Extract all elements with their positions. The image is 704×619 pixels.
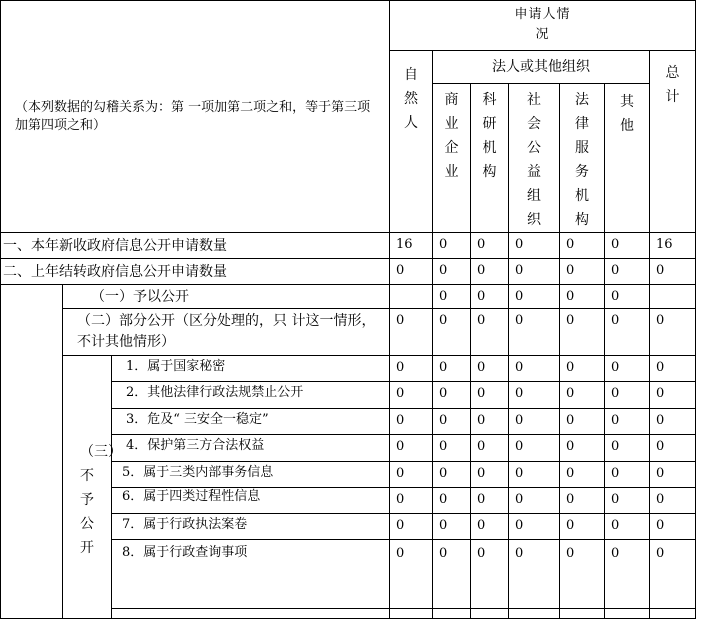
row-label	[63, 285, 390, 309]
value-cell: 0	[509, 462, 560, 488]
value-cell: 0	[560, 514, 605, 540]
value-cell: 0	[605, 356, 650, 382]
value-cell: 0	[560, 488, 605, 514]
value-cell: 0	[650, 356, 696, 382]
value-cell: 0	[605, 233, 650, 259]
value-cell: 0	[509, 382, 560, 409]
value-cell: 0	[433, 356, 471, 382]
value-cell: 0	[433, 435, 471, 462]
empty-cell	[390, 609, 433, 619]
sub-row-label: 2．其他法律行政法规禁止公开	[112, 382, 390, 409]
value-cell: 0	[471, 356, 509, 382]
value-cell: 0	[605, 382, 650, 409]
value-cell: 0	[560, 309, 605, 356]
value-cell: 0	[390, 435, 433, 462]
value-cell: 0	[560, 409, 605, 435]
value-cell: 0	[509, 540, 560, 609]
header-note-cell	[1, 1, 390, 233]
value-cell: 0	[471, 233, 509, 259]
value-cell: 0	[605, 435, 650, 462]
value-cell: 0	[650, 259, 696, 285]
value-cell: 0	[509, 233, 560, 259]
value-cell: 0	[509, 285, 560, 309]
social-header	[509, 84, 560, 233]
value-cell: 0	[560, 356, 605, 382]
applicant-label: 申请人情况	[514, 7, 571, 42]
sub-row-label: 5．属于三类内部事务信息	[112, 462, 390, 488]
value-cell: 0	[433, 488, 471, 514]
commercial-header	[433, 84, 471, 233]
value-cell: 0	[471, 409, 509, 435]
value-cell: 0	[433, 233, 471, 259]
value-cell: 0	[390, 488, 433, 514]
value-cell: 0	[390, 514, 433, 540]
value-cell: 0	[390, 409, 433, 435]
value-cell: 0	[605, 540, 650, 609]
section3-label-cell	[63, 356, 122, 619]
value-cell: 0	[560, 382, 605, 409]
value-cell: 0	[471, 309, 509, 356]
value-cell: 0	[605, 259, 650, 285]
natural-person-label: 自然人	[404, 67, 418, 131]
value-cell: 0	[605, 462, 650, 488]
value-cell: 16	[650, 233, 696, 259]
value-cell: 0	[650, 435, 696, 462]
value-cell: 0	[605, 409, 650, 435]
value-cell: 0	[560, 285, 605, 309]
natural-person-header	[390, 51, 433, 233]
commercial-label: 商业企业	[444, 92, 459, 180]
value-cell: 0	[471, 462, 509, 488]
value-cell: 0	[509, 309, 560, 356]
other-header	[605, 84, 650, 233]
value-cell: 0	[650, 382, 696, 409]
empty-cell	[509, 609, 560, 619]
total-header	[650, 51, 696, 233]
value-cell: 16	[390, 233, 433, 259]
value-cell: 0	[560, 462, 605, 488]
value-cell: 0	[605, 285, 650, 309]
header-note: （本列数据的勾稽关系为：第 一项加第二项之和，等于第三项加第四项之和）	[15, 99, 371, 133]
value-cell: 0	[390, 462, 433, 488]
legal-group-header	[433, 51, 650, 84]
total-label: 总计	[665, 65, 680, 105]
sub-row-label: 6．属于四类过程性信息	[112, 488, 390, 514]
value-cell: 0	[471, 435, 509, 462]
sub-row-label: 8．属于行政查询事项	[112, 540, 390, 609]
value-cell: 0	[471, 540, 509, 609]
row-label-text: （二）部分公开（区分处理的，只 计这一情形，不计其他情形）	[77, 313, 376, 350]
value-cell: 0	[433, 462, 471, 488]
value-cell: 0	[560, 259, 605, 285]
value-cell: 0	[509, 259, 560, 285]
value-cell	[650, 285, 696, 309]
value-cell: 0	[509, 514, 560, 540]
applicant-header	[390, 1, 696, 51]
sub-row-label: 3．危及“ 三安全一稳定”	[112, 409, 390, 435]
legal-service-header	[560, 84, 605, 233]
value-cell: 0	[433, 409, 471, 435]
section-indent-column	[1, 285, 63, 619]
value-cell: 0	[650, 309, 696, 356]
value-cell: 0	[433, 285, 471, 309]
value-cell: 0	[650, 488, 696, 514]
sub-row-label: 4．保护第三方合法权益	[112, 435, 390, 462]
row-label	[63, 309, 390, 356]
empty-cell	[650, 609, 696, 619]
value-cell: 0	[605, 514, 650, 540]
value-cell: 0	[433, 309, 471, 356]
row-label	[1, 259, 390, 285]
research-header	[471, 84, 509, 233]
value-cell: 0	[605, 309, 650, 356]
value-cell: 0	[390, 356, 433, 382]
value-cell: 0	[509, 435, 560, 462]
legal-service-label: 法律服务机构	[575, 92, 589, 228]
empty-cell	[560, 609, 605, 619]
value-cell: 0	[509, 409, 560, 435]
value-cell: 0	[509, 488, 560, 514]
value-cell: 0	[471, 259, 509, 285]
value-cell: 0	[433, 259, 471, 285]
research-label: 科研机构	[482, 92, 497, 180]
row-label-text: 二、上年结转政府信息公开申请数量	[3, 263, 227, 280]
section3-label: （三）不予公开	[80, 444, 122, 556]
empty-cell	[605, 609, 650, 619]
value-cell: 0	[650, 409, 696, 435]
row-label-text: 一、本年新收政府信息公开申请数量	[3, 237, 227, 254]
row-label	[1, 233, 390, 259]
value-cell: 0	[650, 514, 696, 540]
sub-row-label: 7．属于行政执法案卷	[112, 514, 390, 540]
value-cell: 0	[390, 259, 433, 285]
value-cell: 0	[390, 382, 433, 409]
empty-cell	[471, 609, 509, 619]
value-cell: 0	[433, 514, 471, 540]
value-cell: 0	[605, 488, 650, 514]
value-cell: 0	[390, 540, 433, 609]
value-cell: 0	[390, 309, 433, 356]
value-cell: 0	[650, 462, 696, 488]
social-label: 社会公益组织	[527, 92, 541, 228]
value-cell: 0	[471, 488, 509, 514]
value-cell: 0	[509, 356, 560, 382]
row-label-text: （一）予以公开	[91, 288, 189, 305]
value-cell: 0	[433, 540, 471, 609]
value-cell: 0	[650, 540, 696, 609]
sub-row-label: 1．属于国家秘密	[112, 356, 390, 382]
value-cell: 0	[471, 382, 509, 409]
value-cell: 0	[560, 435, 605, 462]
value-cell: 0	[471, 514, 509, 540]
legal-group-label: 法人或其他组织	[492, 59, 590, 75]
value-cell: 0	[560, 233, 605, 259]
value-cell	[390, 285, 433, 309]
value-cell: 0	[560, 540, 605, 609]
other-label: 其他	[620, 94, 634, 134]
value-cell: 0	[433, 382, 471, 409]
value-cell: 0	[471, 285, 509, 309]
empty-cell	[112, 609, 390, 619]
empty-cell	[433, 609, 471, 619]
